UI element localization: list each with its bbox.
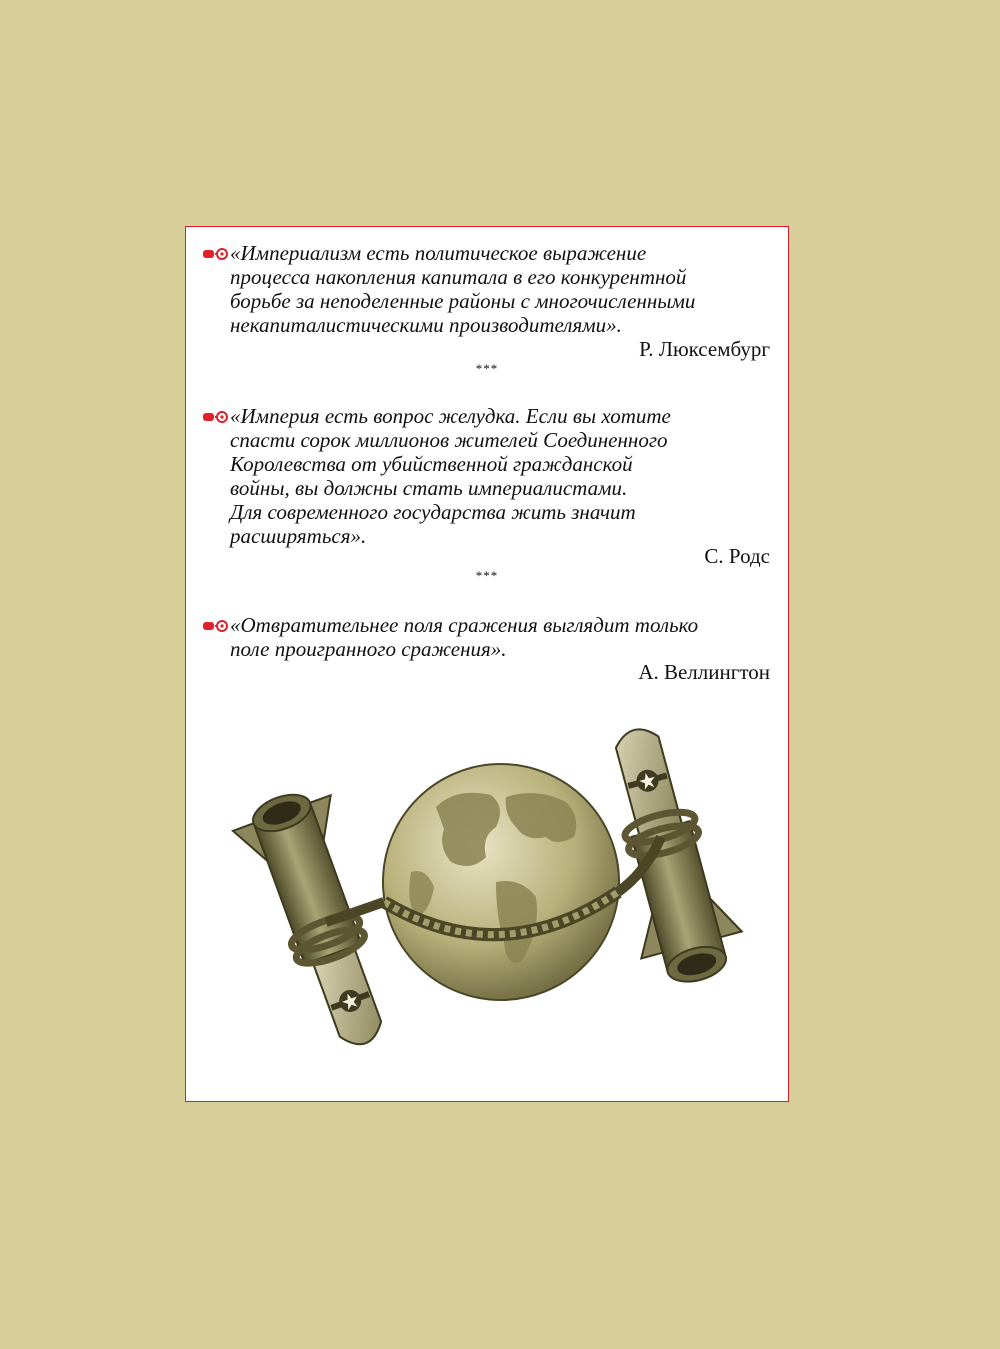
quote-author: Р. Люксембург <box>639 337 770 361</box>
globe <box>383 764 619 1000</box>
quote-text: «Империя есть вопрос желудка. Если вы хотите спасти сорок миллионов жителей Соединенного Королевства от убийственной гражданской войны, вы должны стать империалистами. Для современного государства жить значит расширяться». <box>230 404 671 548</box>
quote-text: «Империализм есть политическое выражение процесса накопления капитала в его конкурентной борьбе за неподеленные районы с многочисленными некапиталистическими производителями». <box>230 241 696 337</box>
bullet-icon <box>202 409 232 425</box>
left-missile <box>227 780 414 1061</box>
bullet-icon <box>202 246 232 262</box>
globe-missiles-illustration <box>206 697 776 1097</box>
separator: *** <box>475 361 499 376</box>
quote-text: «Отвратительнее поля сражения выглядит только поле проигранного сражения». <box>230 613 699 661</box>
quote-card <box>185 226 789 1102</box>
quote-author: С. Родс <box>704 544 770 568</box>
bullet-icon <box>202 618 232 634</box>
separator: *** <box>475 568 499 583</box>
quote-author: А. Веллингтон <box>638 660 770 684</box>
